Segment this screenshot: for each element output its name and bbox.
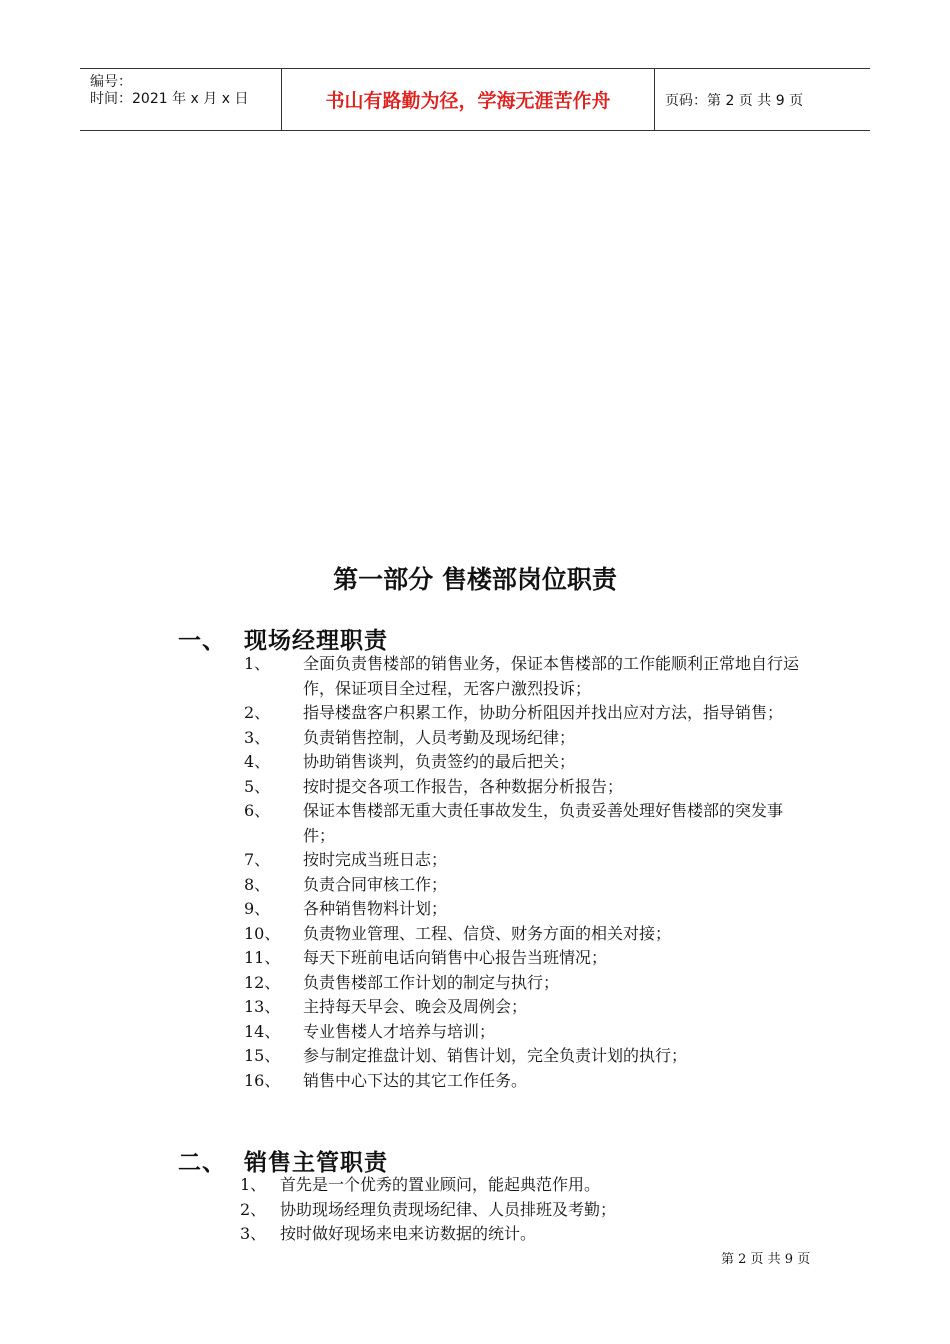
item-number: 6、 — [244, 801, 271, 820]
item-number: 5、 — [244, 776, 271, 796]
item-text: 主持每天早会、晚会及周例会； — [303, 997, 528, 1016]
duty-list — [244, 652, 814, 1093]
item-number: 10、 — [244, 923, 281, 943]
list-item — [244, 1069, 814, 1094]
list-item — [244, 750, 814, 775]
item-text: 按时做好现场来电来访数据的统计。 — [280, 1224, 537, 1243]
list-item — [244, 873, 814, 898]
item-text: 销售中心下达的其它工作任务。 — [303, 1070, 528, 1090]
item-number: 1、 — [240, 1175, 267, 1194]
list-item — [244, 1044, 814, 1069]
list-item — [240, 1173, 810, 1198]
item-number: 3、 — [240, 1224, 267, 1243]
time-label: 时间：2021 年 x 月 x 日 — [90, 91, 249, 107]
section-heading — [178, 622, 388, 655]
item-text: 参与制定推盘计划、销售计划，完全负责计划的执行； — [303, 1046, 688, 1065]
list-item — [244, 897, 814, 922]
list-item — [244, 701, 814, 726]
header-meta-cell — [80, 69, 282, 130]
list-item — [244, 775, 814, 800]
item-text: 协助销售谈判，负责签约的最后把关； — [303, 752, 576, 771]
item-number: 9、 — [244, 899, 271, 918]
item-text: 专业售楼人才培养与培训； — [303, 1021, 496, 1041]
item-number: 8、 — [244, 874, 271, 894]
item-number: 7、 — [244, 850, 271, 869]
item-number: 12、 — [244, 972, 281, 992]
item-text: 首先是一个优秀的置业顾问，能起典范作用。 — [280, 1175, 601, 1194]
item-text: 全面负责售楼部的销售业务，保证本售楼部的工作能顺利正常地自行运作，保证项目全过程，无客户激烈投诉； — [303, 654, 800, 698]
item-text: 负责物业管理、工程、信贷、财务方面的相关对接； — [303, 923, 672, 943]
section-title: 现场经理职责 — [244, 628, 388, 654]
serial-label: 编号： — [90, 74, 132, 90]
section-title: 销售主管职责 — [244, 1150, 388, 1176]
item-text: 按时提交各项工作报告，各种数据分析报告； — [303, 776, 624, 796]
item-number: 1、 — [244, 654, 271, 673]
item-number: 3、 — [244, 727, 271, 747]
item-number: 2、 — [244, 703, 271, 722]
item-text: 按时完成当班日志； — [303, 850, 448, 869]
item-text: 各种销售物料计划； — [303, 899, 448, 918]
list-item — [244, 799, 814, 848]
header-motto: 书山有路勤为径，学海无涯苦作舟 — [282, 69, 655, 130]
list-item — [240, 1198, 810, 1223]
header-page-info: 页码：第 2 页 共 9 页 — [665, 92, 804, 109]
item-number: 4、 — [244, 752, 271, 771]
item-number: 13、 — [244, 997, 281, 1016]
item-number: 16、 — [244, 1070, 281, 1090]
item-text: 每天下班前电话向销售中心报告当班情况； — [303, 948, 608, 967]
section-number: 二、 — [178, 1150, 226, 1176]
duty-list — [240, 1173, 810, 1247]
item-text: 指导楼盘客户积累工作，协助分析阻因并找出应对方法，指导销售； — [303, 703, 784, 722]
list-item — [240, 1222, 810, 1247]
document-title: 第一部分 售楼部岗位职责 — [333, 565, 617, 594]
item-number: 11、 — [244, 948, 281, 967]
list-item — [244, 995, 814, 1020]
item-text: 保证本售楼部无重大责任事故发生，负责妥善处理好售楼部的突发事件； — [303, 801, 784, 845]
list-item — [244, 946, 814, 971]
page-footer: 第 2 页 共 9 页 — [721, 1252, 811, 1267]
item-text: 负责销售控制，人员考勤及现场纪律； — [303, 727, 576, 747]
list-item — [244, 848, 814, 873]
list-item — [244, 922, 814, 947]
list-item — [244, 971, 814, 996]
item-text: 负责售楼部工作计划的制定与执行； — [303, 972, 560, 992]
section-number: 一、 — [178, 628, 226, 654]
list-item — [244, 1020, 814, 1045]
item-text: 负责合同审核工作； — [303, 874, 448, 894]
page-header — [80, 68, 870, 131]
list-item — [244, 726, 814, 751]
list-item — [244, 652, 814, 701]
item-number: 15、 — [244, 1046, 281, 1065]
item-text: 协助现场经理负责现场纪律、人员排班及考勤； — [280, 1199, 617, 1219]
item-number: 14、 — [244, 1021, 281, 1041]
item-number: 2、 — [240, 1199, 267, 1219]
